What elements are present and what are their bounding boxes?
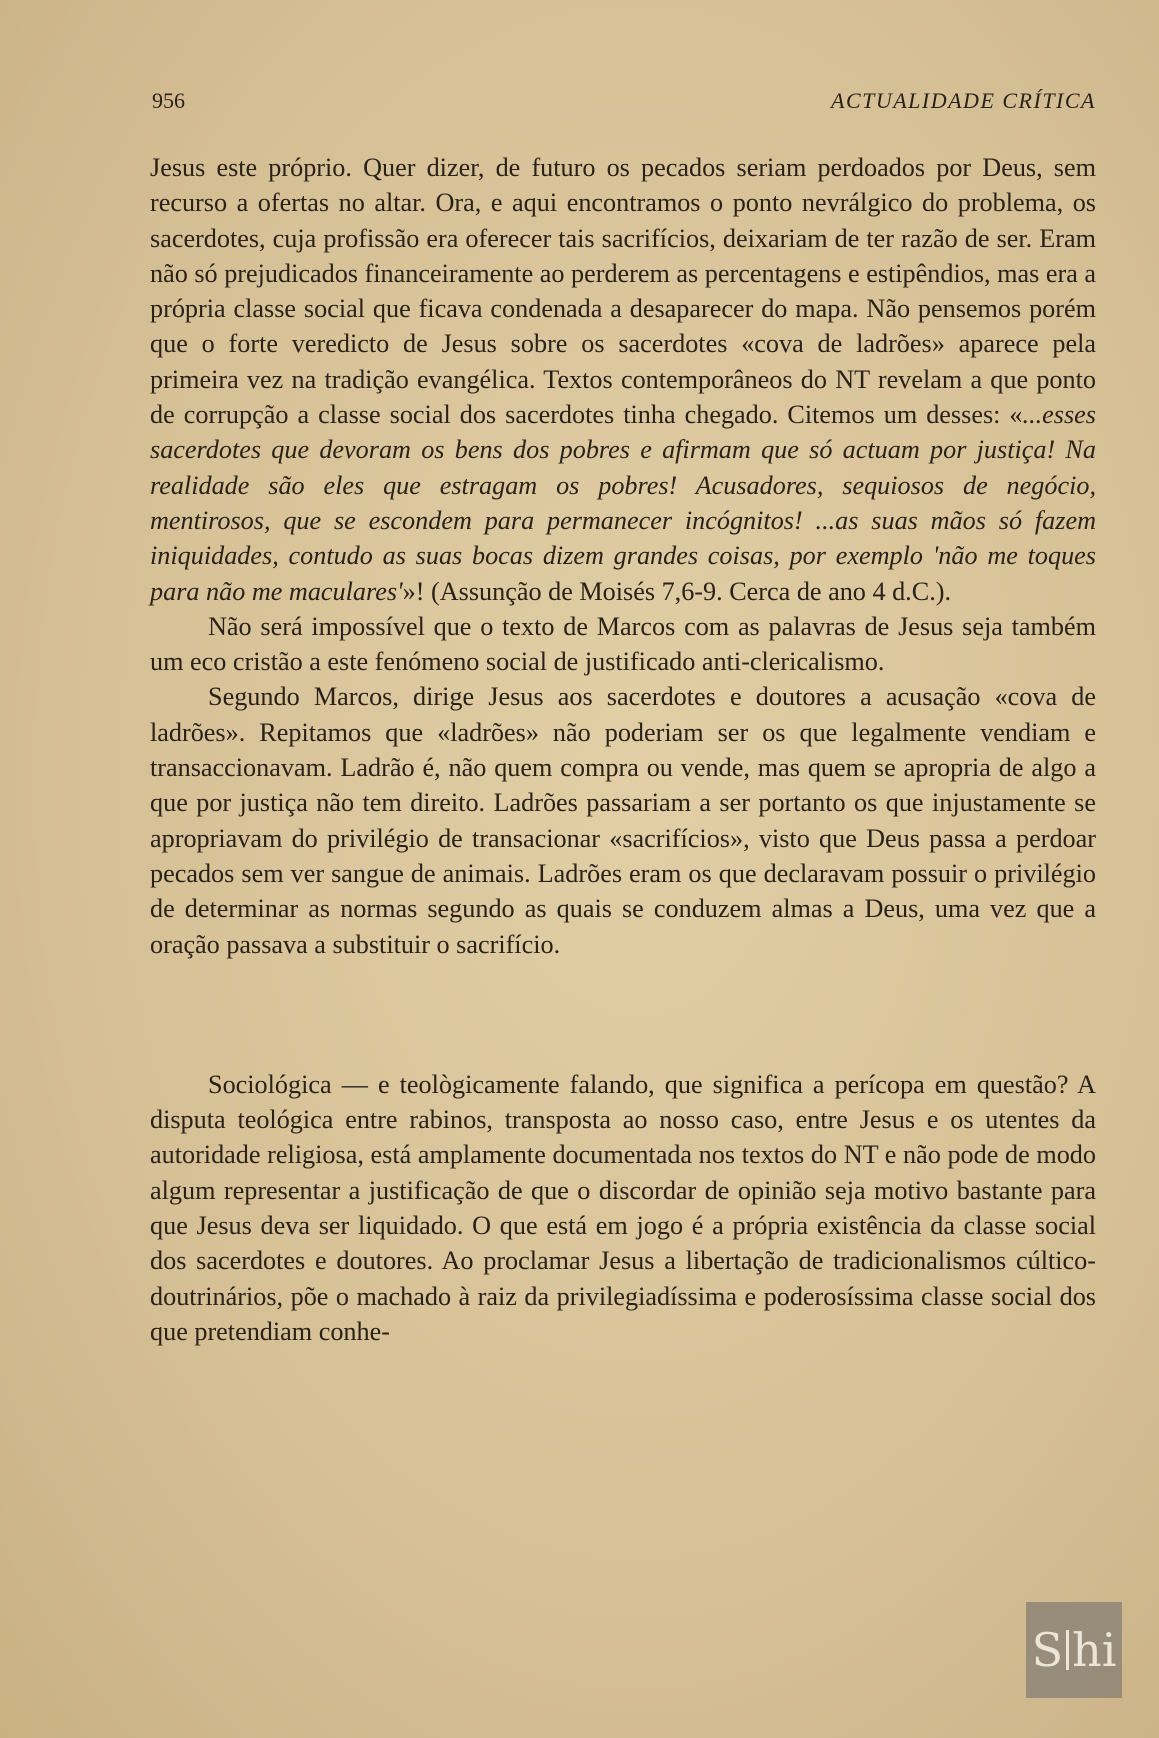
running-header — [152, 88, 1096, 114]
page-body — [150, 150, 1096, 1349]
paragraph-1-text-end: »! (Assunção de Moisés 7,6-9. Cerca de ano 4 d.C.). — [402, 576, 952, 606]
watermark-letters-hi: hi — [1072, 1623, 1117, 1677]
running-title: ACTUALIDADE CRÍTICA — [831, 88, 1096, 113]
watermark-letter-s: S — [1031, 1623, 1064, 1677]
paragraph-4: Sociológica — e teològicamente falando, que significa a perícopa em questão? A disputa teológica entre rabinos, transposta ao nosso caso, entre Jesus e os utentes da autoridade religiosa, está amplamente documentada nos textos do NT e não pode de modo algum representar a justificação de que o discordar de opinião seja motivo bastante para que Jesus deva ser liquidado. O que está em jogo é a própria existência da classe social dos sacerdotes e doutores. Ao proclamar Jesus a libertação de tradicionalismos cúltico-doutrinários, põe o machado à raiz da privilegiadíssima e poderosíssima classe social dos que pretendiam conhe- — [150, 1069, 1096, 1346]
watermark-bar — [1066, 1630, 1069, 1670]
paragraph-1-text-start: Jesus este próprio. Quer dizer, de futuro os pecados seriam perdoados por Deus, sem recurso a ofertas no altar. Ora, e aqui encontramos o ponto nevrálgico do problema, os sacerdotes, cuja profissão era oferecer tais sacrifícios, deixariam de ter razão de ser. Eram não só prejudicados financeiramente ao perderem as percentagens e estipêndios, mas era a própria classe social que ficava condenada a desaparecer do mapa. Não pensemos porém que o forte veredicto de Jesus sobre os sacerdotes «cova de ladrões» aparece pela primeira vez na tradição evangélica. Textos contemporâneos do NT revelam a que ponto de corrupção a classe social dos sacerdotes tinha chegado. Citemos um desses: « — [150, 153, 1096, 430]
paragraph-2: Não será impossível que o texto de Marcos com as palavras de Jesus seja também um eco cristão a este fenómeno social de justificado anti-clericalismo. — [150, 611, 1096, 677]
paragraph-1 — [150, 150, 1096, 609]
section-gap — [150, 962, 1096, 1067]
library-watermark-logo — [1026, 1602, 1122, 1698]
page-number: 956 — [152, 88, 185, 113]
assumption-of-moses-quote: ...esses sacerdotes que devoram os bens dos pobres e afirmam que só actuam por justiça! Na realidade são eles que estragam os pobres! Acusadores, sequiosos de negócio, mentirosos, que se escondem para permanecer incógnitos! ...as suas mãos só fazem iniquidades, contudo as suas bocas dizem grandes coisas, por exemplo 'não me toques para não me maculares' — [150, 400, 1096, 606]
paragraph-3: Segundo Marcos, dirige Jesus aos sacerdotes e doutores a acusação «cova de ladrões». Repitamos que «ladrões» não poderiam ser os que legalmente vendiam e transaccionavam. Ladrão é, não quem compra ou vende, mas quem se apropria de algo a que por justiça não tem direito. Ladrões passariam a ser portanto os que injustamente se apropriavam do privilégio de transacionar «sacrifícios», visto que Deus passa a perdoar pecados sem ver sangue de animais. Ladrões eram os que declaravam possuir o privilégio de determinar as normas segundo as quais se conduzem almas a Deus, uma vez que a oração passava a substituir o sacrifício. — [150, 682, 1096, 959]
